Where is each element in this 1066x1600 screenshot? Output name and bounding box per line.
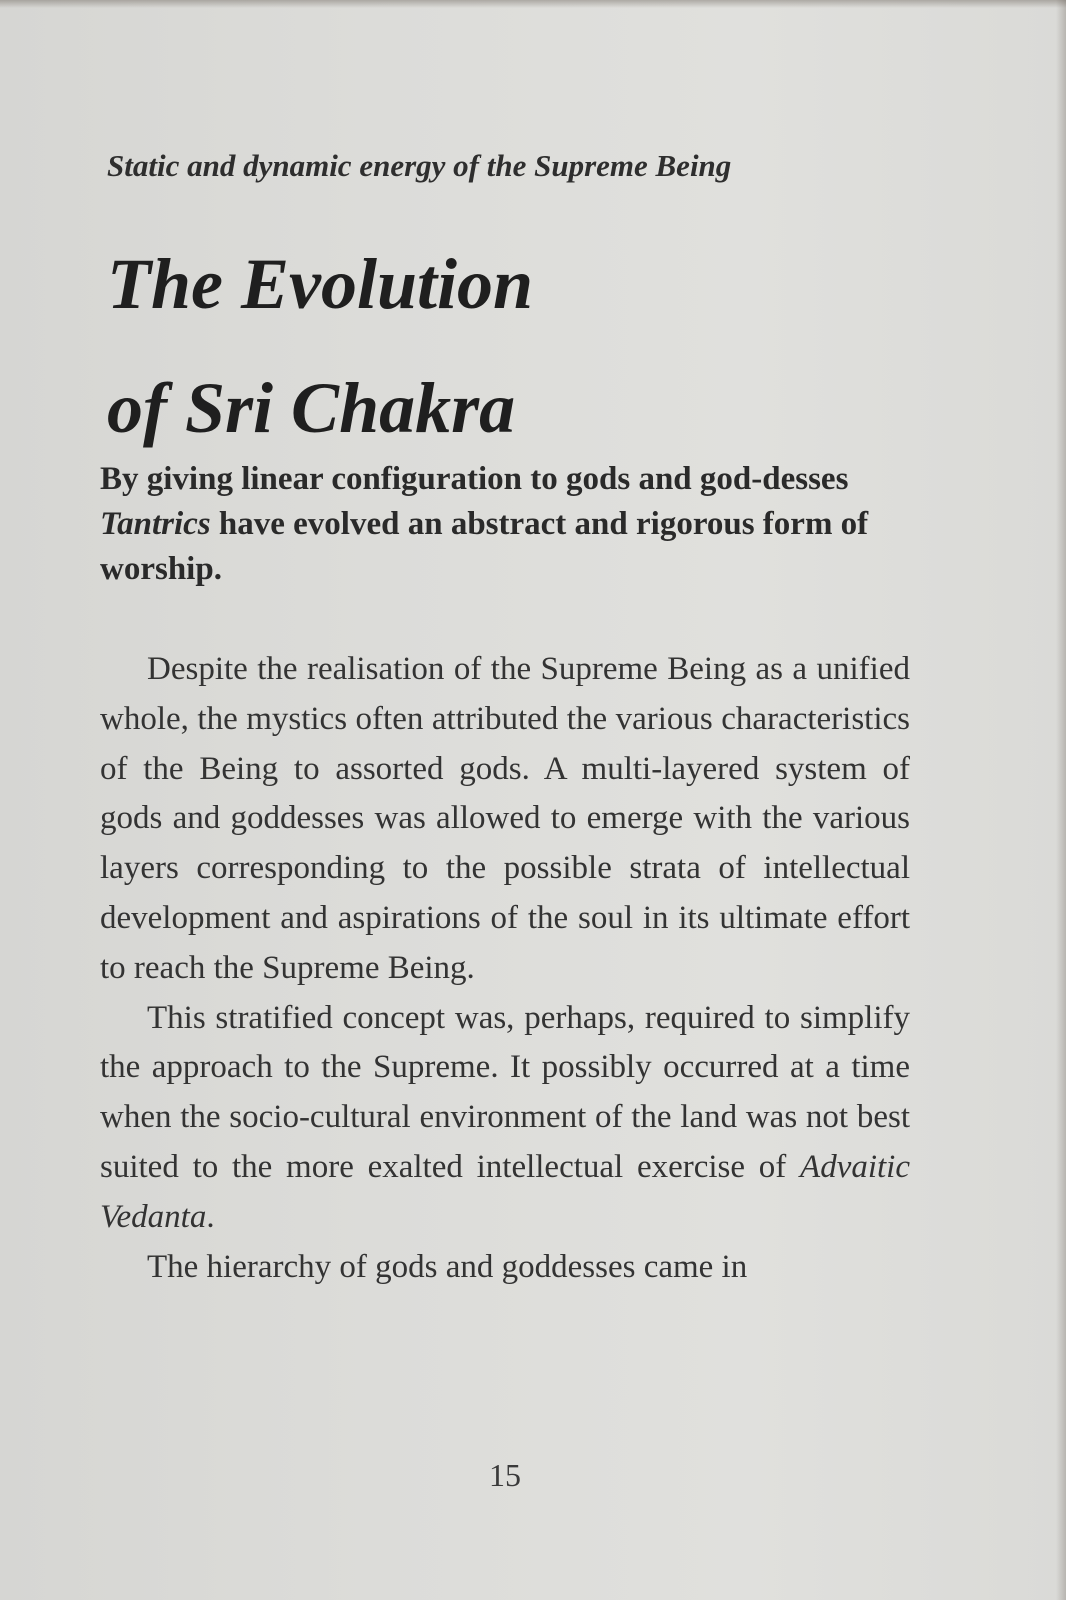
lead-paragraph [100,457,875,592]
body-text [100,645,910,1292]
body-paragraph-1: Despite the realisation of the Supreme Being as a unified whole, the mystics often attributed the various characteristics of the Being to assorted gods. A multi-layered system of gods and goddesses was allowed to emerge with the various layers corresponding to the possible strata of intellectual development and aspirations of the soul in its ultimate effort to reach the Supreme Being. [100,651,910,986]
paragraph-2-italic-term: Advaitic Vedanta [100,1148,910,1235]
lead-italic-term: Tantrics [100,506,211,542]
body-paragraph-3: The hierarchy of gods and goddesses came in [147,1248,748,1285]
chapter-title [107,222,927,470]
lead-text-start: By giving linear configuration to gods and god-desses [100,461,849,497]
body-paragraph-2 [100,994,910,1243]
page-right-edge [1056,0,1066,1600]
paragraph-2-text: This stratified concept was, perhaps, required to simplify the approach to the Supreme. It possibly occurred at a time when the socio-cultural environment of the land was not best suited to the more exalted intellectual exercise of [100,999,910,1185]
page-number: 15 [489,1457,521,1493]
paragraph-2-end: . [206,1198,215,1235]
chapter-kicker: Static and dynamic energy of the Supreme Being [107,148,732,183]
page-top-edge [0,0,1066,8]
lead-text-end: have evolved an abstract and rigorous form of worship. [100,506,869,587]
chapter-title-line-2: of Sri Chakra [107,368,516,448]
chapter-title-line-1: The Evolution [107,244,534,324]
